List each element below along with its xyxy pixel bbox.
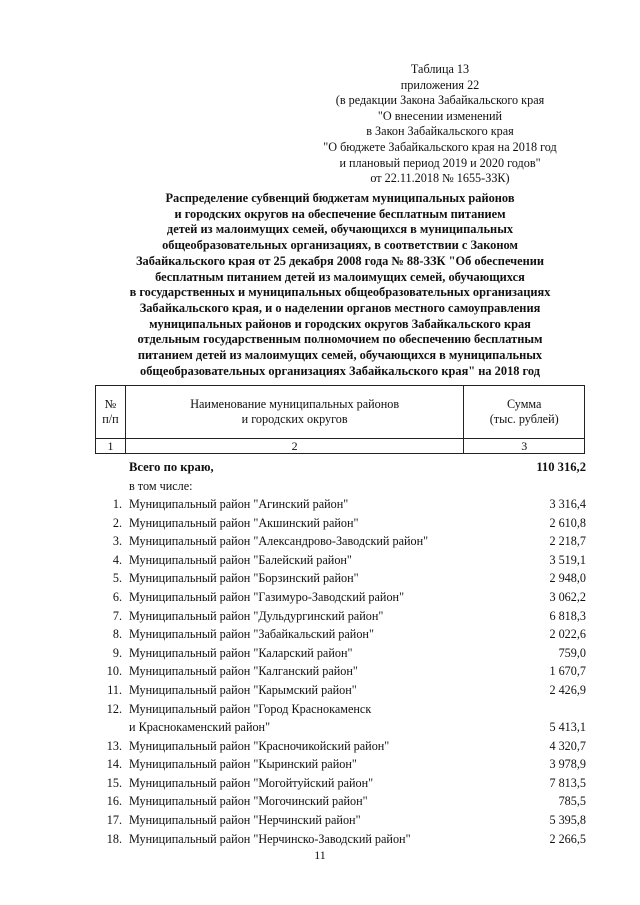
header-line: в Закон Забайкальского края xyxy=(366,124,514,139)
row-value: 2 948,0 xyxy=(549,571,586,586)
row-name-continued: и Краснокаменский район" xyxy=(129,719,271,734)
table-row xyxy=(100,774,590,793)
row-name: Муниципальный район "Красночикойский район" xyxy=(129,738,390,753)
header-line: (в редакции Закона Забайкальского края xyxy=(335,93,545,108)
row-index: 3. xyxy=(112,534,122,549)
row-name: Муниципальный район "Карымский район" xyxy=(129,682,357,697)
row-value: 2 266,5 xyxy=(549,831,586,846)
row-name: Муниципальный район "Акшинский район" xyxy=(129,515,359,530)
column-number: 2 xyxy=(125,439,464,454)
row-value: 2 610,8 xyxy=(549,515,586,530)
row-name: Муниципальный район "Газимуро-Заводский район" xyxy=(129,589,405,604)
row-index: 4. xyxy=(112,552,122,567)
appendix-header xyxy=(290,62,590,187)
row-value: 3 519,1 xyxy=(549,552,586,567)
table-row xyxy=(100,755,590,774)
title-line: отдельным государственным полномочием по обеспечению бесплатным xyxy=(137,332,543,347)
row-value: 6 818,3 xyxy=(549,608,586,623)
title-line: и городских округов на обеспечение бесплатным питанием xyxy=(174,206,506,221)
row-value: 3 316,4 xyxy=(549,497,586,511)
table-row xyxy=(100,625,590,644)
row-name: Муниципальный район "Забайкальский район" xyxy=(129,627,374,642)
row-index: 2. xyxy=(112,515,122,530)
table-header xyxy=(95,385,585,454)
header-line: от 22.11.2018 № 1655-ЗЗК) xyxy=(370,171,510,186)
table-row xyxy=(100,644,590,663)
header-line: приложения 22 xyxy=(400,77,480,92)
table-row xyxy=(100,569,590,588)
row-name: Муниципальный район "Каларский район" xyxy=(129,645,353,660)
title-line: детей из малоимущих семей, обучающихся в муниципальных xyxy=(166,222,514,237)
table-body xyxy=(100,458,590,848)
header-line: Таблица 13 xyxy=(410,62,470,76)
subtotal-label: в том числе: xyxy=(129,479,193,493)
table-row xyxy=(100,662,590,681)
column-number: 3 xyxy=(464,439,585,454)
table-row xyxy=(100,551,590,570)
total-label: Всего по краю, xyxy=(129,460,214,474)
row-value: 759,0 xyxy=(558,645,586,660)
table-row xyxy=(100,737,590,756)
title-line: Забайкальского края, и о наделении органов местного самоуправления xyxy=(139,300,541,315)
row-index: 8. xyxy=(112,627,122,642)
table-row xyxy=(100,700,590,737)
row-name: Муниципальный район "Александрово-Заводский район" xyxy=(129,534,429,549)
subtotal-row xyxy=(100,477,590,495)
table-row xyxy=(100,532,590,551)
row-name: Муниципальный район "Нерчинско-Заводский район" xyxy=(129,831,411,846)
row-index: 18. xyxy=(106,831,122,846)
title-line: в государственных и муниципальных общеобразовательных организациях xyxy=(129,285,551,300)
row-value: 5 413,1 xyxy=(549,719,586,734)
row-value: 2 218,7 xyxy=(549,534,586,549)
table-row xyxy=(100,607,590,626)
row-name: Муниципальный район "Нерчинский район" xyxy=(129,812,361,827)
row-name: Муниципальный район "Агинский район" xyxy=(129,497,349,511)
header-cell-name: Наименование муниципальных районов и городских округов xyxy=(125,386,464,439)
row-name: Муниципальный район "Борзинский район" xyxy=(129,571,359,586)
row-value: 4 320,7 xyxy=(549,738,586,753)
row-index: 13. xyxy=(106,738,122,753)
row-value: 7 813,5 xyxy=(549,775,586,790)
table-row xyxy=(100,681,590,700)
row-index: 6. xyxy=(112,589,122,604)
row-name: Муниципальный район "Могойтуйский район" xyxy=(129,775,374,790)
row-index: 16. xyxy=(106,794,122,809)
row-index: 5. xyxy=(112,571,122,586)
row-value: 3 978,9 xyxy=(549,757,586,772)
row-value: 2 426,9 xyxy=(549,682,586,697)
header-line: и плановый период 2019 и 2020 годов" xyxy=(339,155,541,170)
header-line: "О внесении изменений xyxy=(377,108,503,123)
column-number: 1 xyxy=(96,439,126,454)
page-number: 11 xyxy=(314,848,326,862)
row-index: 15. xyxy=(106,775,122,790)
row-value: 2 022,6 xyxy=(549,627,586,642)
title-line: Распределение субвенций бюджетам муниципальных районов xyxy=(165,191,515,205)
document-title xyxy=(90,191,590,379)
table-row xyxy=(100,830,590,849)
row-value: 785,5 xyxy=(558,794,586,809)
total-row xyxy=(100,458,590,477)
row-name: Муниципальный район "Балейский район" xyxy=(129,552,352,567)
row-index: 7. xyxy=(112,608,122,623)
title-line: Забайкальского края от 25 декабря 2008 года № 88-ЗЗК "Об обеспечении xyxy=(135,253,545,268)
header-line: "О бюджете Забайкальского края на 2018 год xyxy=(323,139,557,154)
table-row xyxy=(100,514,590,533)
title-line: питанием детей из малоимущих семей, обучающихся в муниципальных xyxy=(137,348,543,363)
table-row xyxy=(100,792,590,811)
row-index: 10. xyxy=(106,664,122,679)
row-index: 1. xyxy=(112,497,122,511)
title-line: бесплатным питанием детей из малоимущих семей, обучающихся xyxy=(155,269,525,284)
row-name: Муниципальный район "Город Краснокаменск xyxy=(129,701,372,716)
table-row xyxy=(100,811,590,830)
total-value: 110 316,2 xyxy=(536,460,586,474)
row-index: 9. xyxy=(112,645,122,660)
row-value: 3 062,2 xyxy=(549,589,586,604)
header-cell-sum: Сумма (тыс. рублей) xyxy=(464,386,585,439)
row-name: Муниципальный район "Калганский район" xyxy=(129,664,358,679)
row-name: Муниципальный район "Дульдургинский район" xyxy=(129,608,384,623)
row-index: 12. xyxy=(106,701,122,716)
row-value: 1 670,7 xyxy=(549,664,586,679)
row-index: 14. xyxy=(106,757,122,772)
table-row xyxy=(100,588,590,607)
title-line: общеобразовательных организациях, в соответствии с Законом xyxy=(162,238,518,253)
row-index: 11. xyxy=(107,682,122,697)
title-line: муниципальных районов и городских округов Забайкальского края xyxy=(149,316,531,331)
row-name: Муниципальный район "Могочинский район" xyxy=(129,794,368,809)
row-name: Муниципальный район "Кыринский район" xyxy=(129,757,357,772)
row-value: 5 395,8 xyxy=(549,812,586,827)
title-line: общеобразовательных организациях Забайкальского края" на 2018 год xyxy=(140,363,540,378)
table-row xyxy=(100,495,590,514)
header-cell-num: № п/п xyxy=(96,386,126,439)
row-index: 17. xyxy=(106,812,122,827)
